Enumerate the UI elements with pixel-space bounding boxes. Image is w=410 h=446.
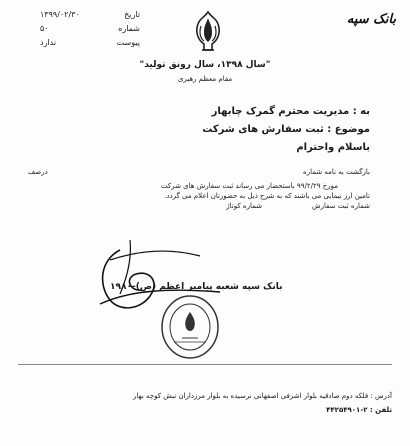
body-reference-suffix: درصف <box>28 168 48 176</box>
date-label: تاریخ <box>124 10 140 19</box>
body-currency-line: تامین ارز نیمایی می باشند که به شرح ذیل به حضورتان اعلام می گردد. <box>164 192 370 200</box>
slogan-attribution: مقام معظم رهبری <box>177 75 233 83</box>
cotage-number-label: شماره کوتاژ <box>226 202 262 210</box>
number-label: شماره <box>118 24 140 33</box>
branch-stamp <box>160 294 220 360</box>
year-slogan: "سال ۱۳۹۸، سال رونق تولید" <box>139 60 271 70</box>
body-reference-line: بازگشت به نامه شماره <box>303 168 370 176</box>
signature-caption: بانک سپه شعبه پیامبر اعظم (ص)-۱۹۸۰ <box>110 282 283 292</box>
footer-address: آدرس : فلکه دوم صادقیه بلوار اشرفی اصفهانی نرسیده به بلوار مرزداران نبش کوچه بهار <box>133 392 392 400</box>
date-value: ۱۳۹۹/۰۲/۳۰ <box>40 10 80 19</box>
footer-phone: تلفن : ۲-۴۴۲۵۴۹۰۱ <box>326 406 392 414</box>
bank-name: بانک سپه <box>346 12 396 27</box>
number-value: ۵۰ <box>40 24 49 33</box>
letter-meta <box>40 8 140 50</box>
body-date-line: مورخ ۹۹/۲/۲۹ باستحضار می رساند ثبت سفارش های شرکت <box>161 182 338 190</box>
attachment-label: پیوست <box>116 38 140 47</box>
subject-line: موضوع : ثبت سفارش های شرکت <box>202 124 370 135</box>
date-row <box>40 8 140 22</box>
number-row <box>40 22 140 36</box>
order-number-label: شماره ثبت سفارش <box>312 202 370 210</box>
attachment-value: ندارد <box>40 38 57 47</box>
footer-divider <box>18 364 392 365</box>
recipient-line: به : مدیریت محترم گمرک چابهار <box>211 106 370 117</box>
attachment-row <box>40 36 140 50</box>
bank-emblem-icon <box>188 10 228 54</box>
greeting-line: باسلام واحترام <box>296 142 370 153</box>
